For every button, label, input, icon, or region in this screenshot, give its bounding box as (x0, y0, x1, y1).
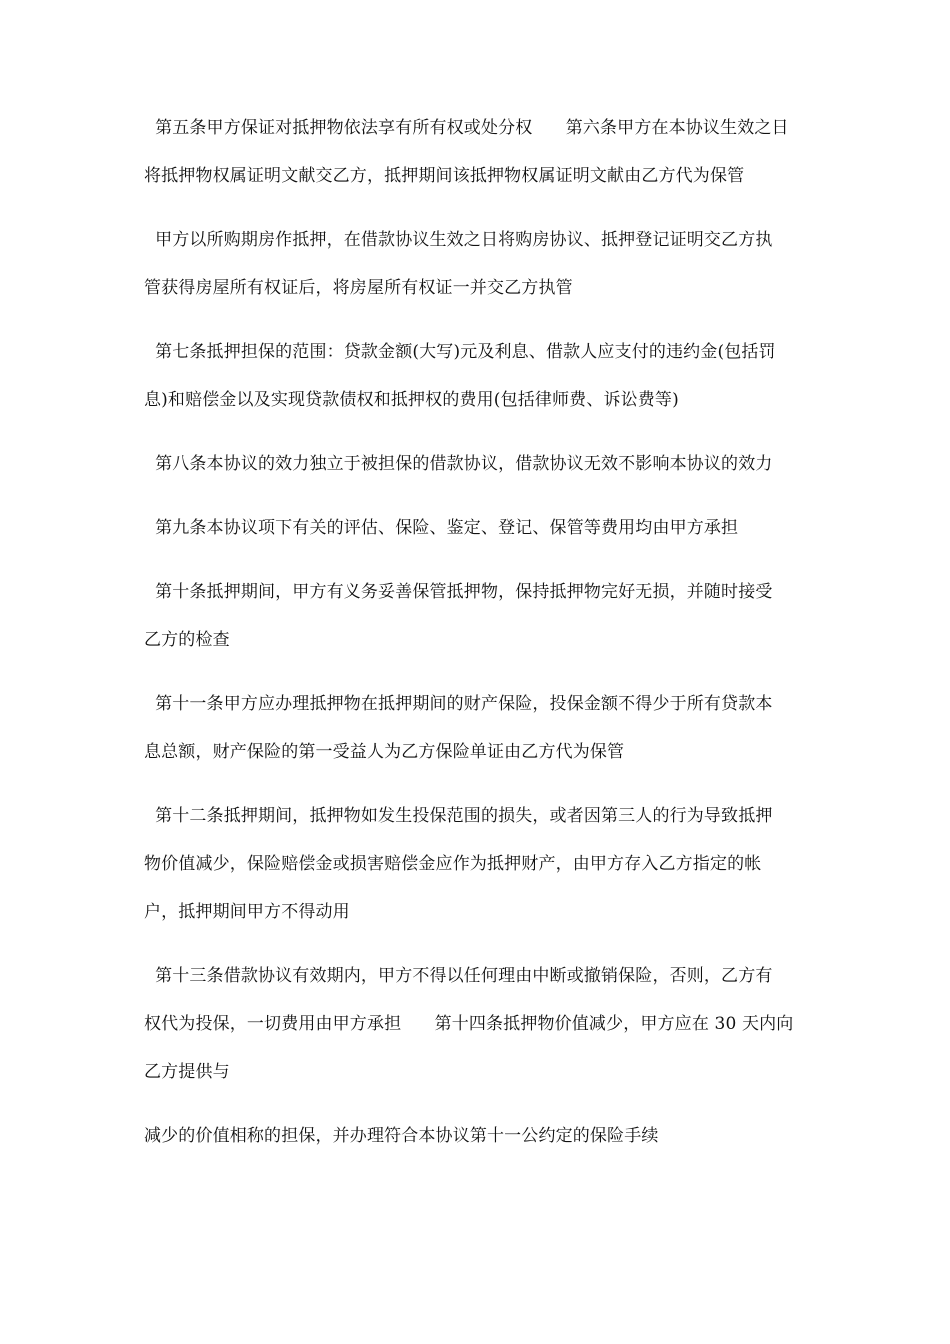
text-line: 第十条抵押期间，甲方有义务妥善保管抵押物，保持抵押物完好无损，并随时接受 (144, 582, 773, 602)
text-line: 第七条抵押担保的范围：贷款金额(大写)元及利息、借款人应支付的违约金(包括罚 (144, 342, 776, 362)
text-line: 息总额，财产保险的第一受益人为乙方保险单证由乙方代为保管 (144, 742, 625, 762)
text-line: 第十一条甲方应办理抵押物在抵押期间的财产保险，投保金额不得少于所有贷款本 (144, 694, 773, 714)
text-line: 第十二条抵押期间，抵押物如发生投保范围的损失，或者因第三人的行为导致抵押 (144, 806, 773, 826)
text-line: 第八条本协议的效力独立于被担保的借款协议，借款协议无效不影响本协议的效力 (144, 454, 773, 474)
text-line: 第九条本协议项下有关的评估、保险、鉴定、登记、保管等费用均由甲方承担 (144, 518, 739, 538)
text-line: 户，抵押期间甲方不得动用 (144, 902, 350, 922)
text-line: 减少的价值相称的担保，并办理符合本协议第十一公约定的保险手续 (144, 1126, 659, 1146)
text-line: 权代为投保，一切费用由甲方承担 第十四条抵押物价值减少，甲方应在 30 天内向 (144, 1014, 794, 1034)
text-line: 第五条甲方保证对抵押物依法享有所有权或处分权 第六条甲方在本协议生效之日 (144, 118, 789, 138)
text-line: 乙方的检查 (144, 630, 230, 650)
text-line: 将抵押物权属证明文献交乙方，抵押期间该抵押物权属证明文献由乙方代为保管 (144, 166, 745, 186)
text-line: 第十三条借款协议有效期内，甲方不得以任何理由中断或撤销保险，否则，乙方有 (144, 966, 773, 986)
text-line: 物价值减少，保险赔偿金或损害赔偿金应作为抵押财产，由甲方存入乙方指定的帐 (144, 854, 762, 874)
text-line: 甲方以所购期房作抵押，在借款协议生效之日将购房协议、抵押登记证明交乙方执 (144, 230, 773, 250)
text-line: 乙方提供与 (144, 1062, 230, 1082)
text-line: 息)和赔偿金以及实现贷款债权和抵押权的费用(包括律师费、诉讼费等) (144, 390, 679, 410)
text-line: 管获得房屋所有权证后，将房屋所有权证一并交乙方执管 (144, 278, 573, 298)
